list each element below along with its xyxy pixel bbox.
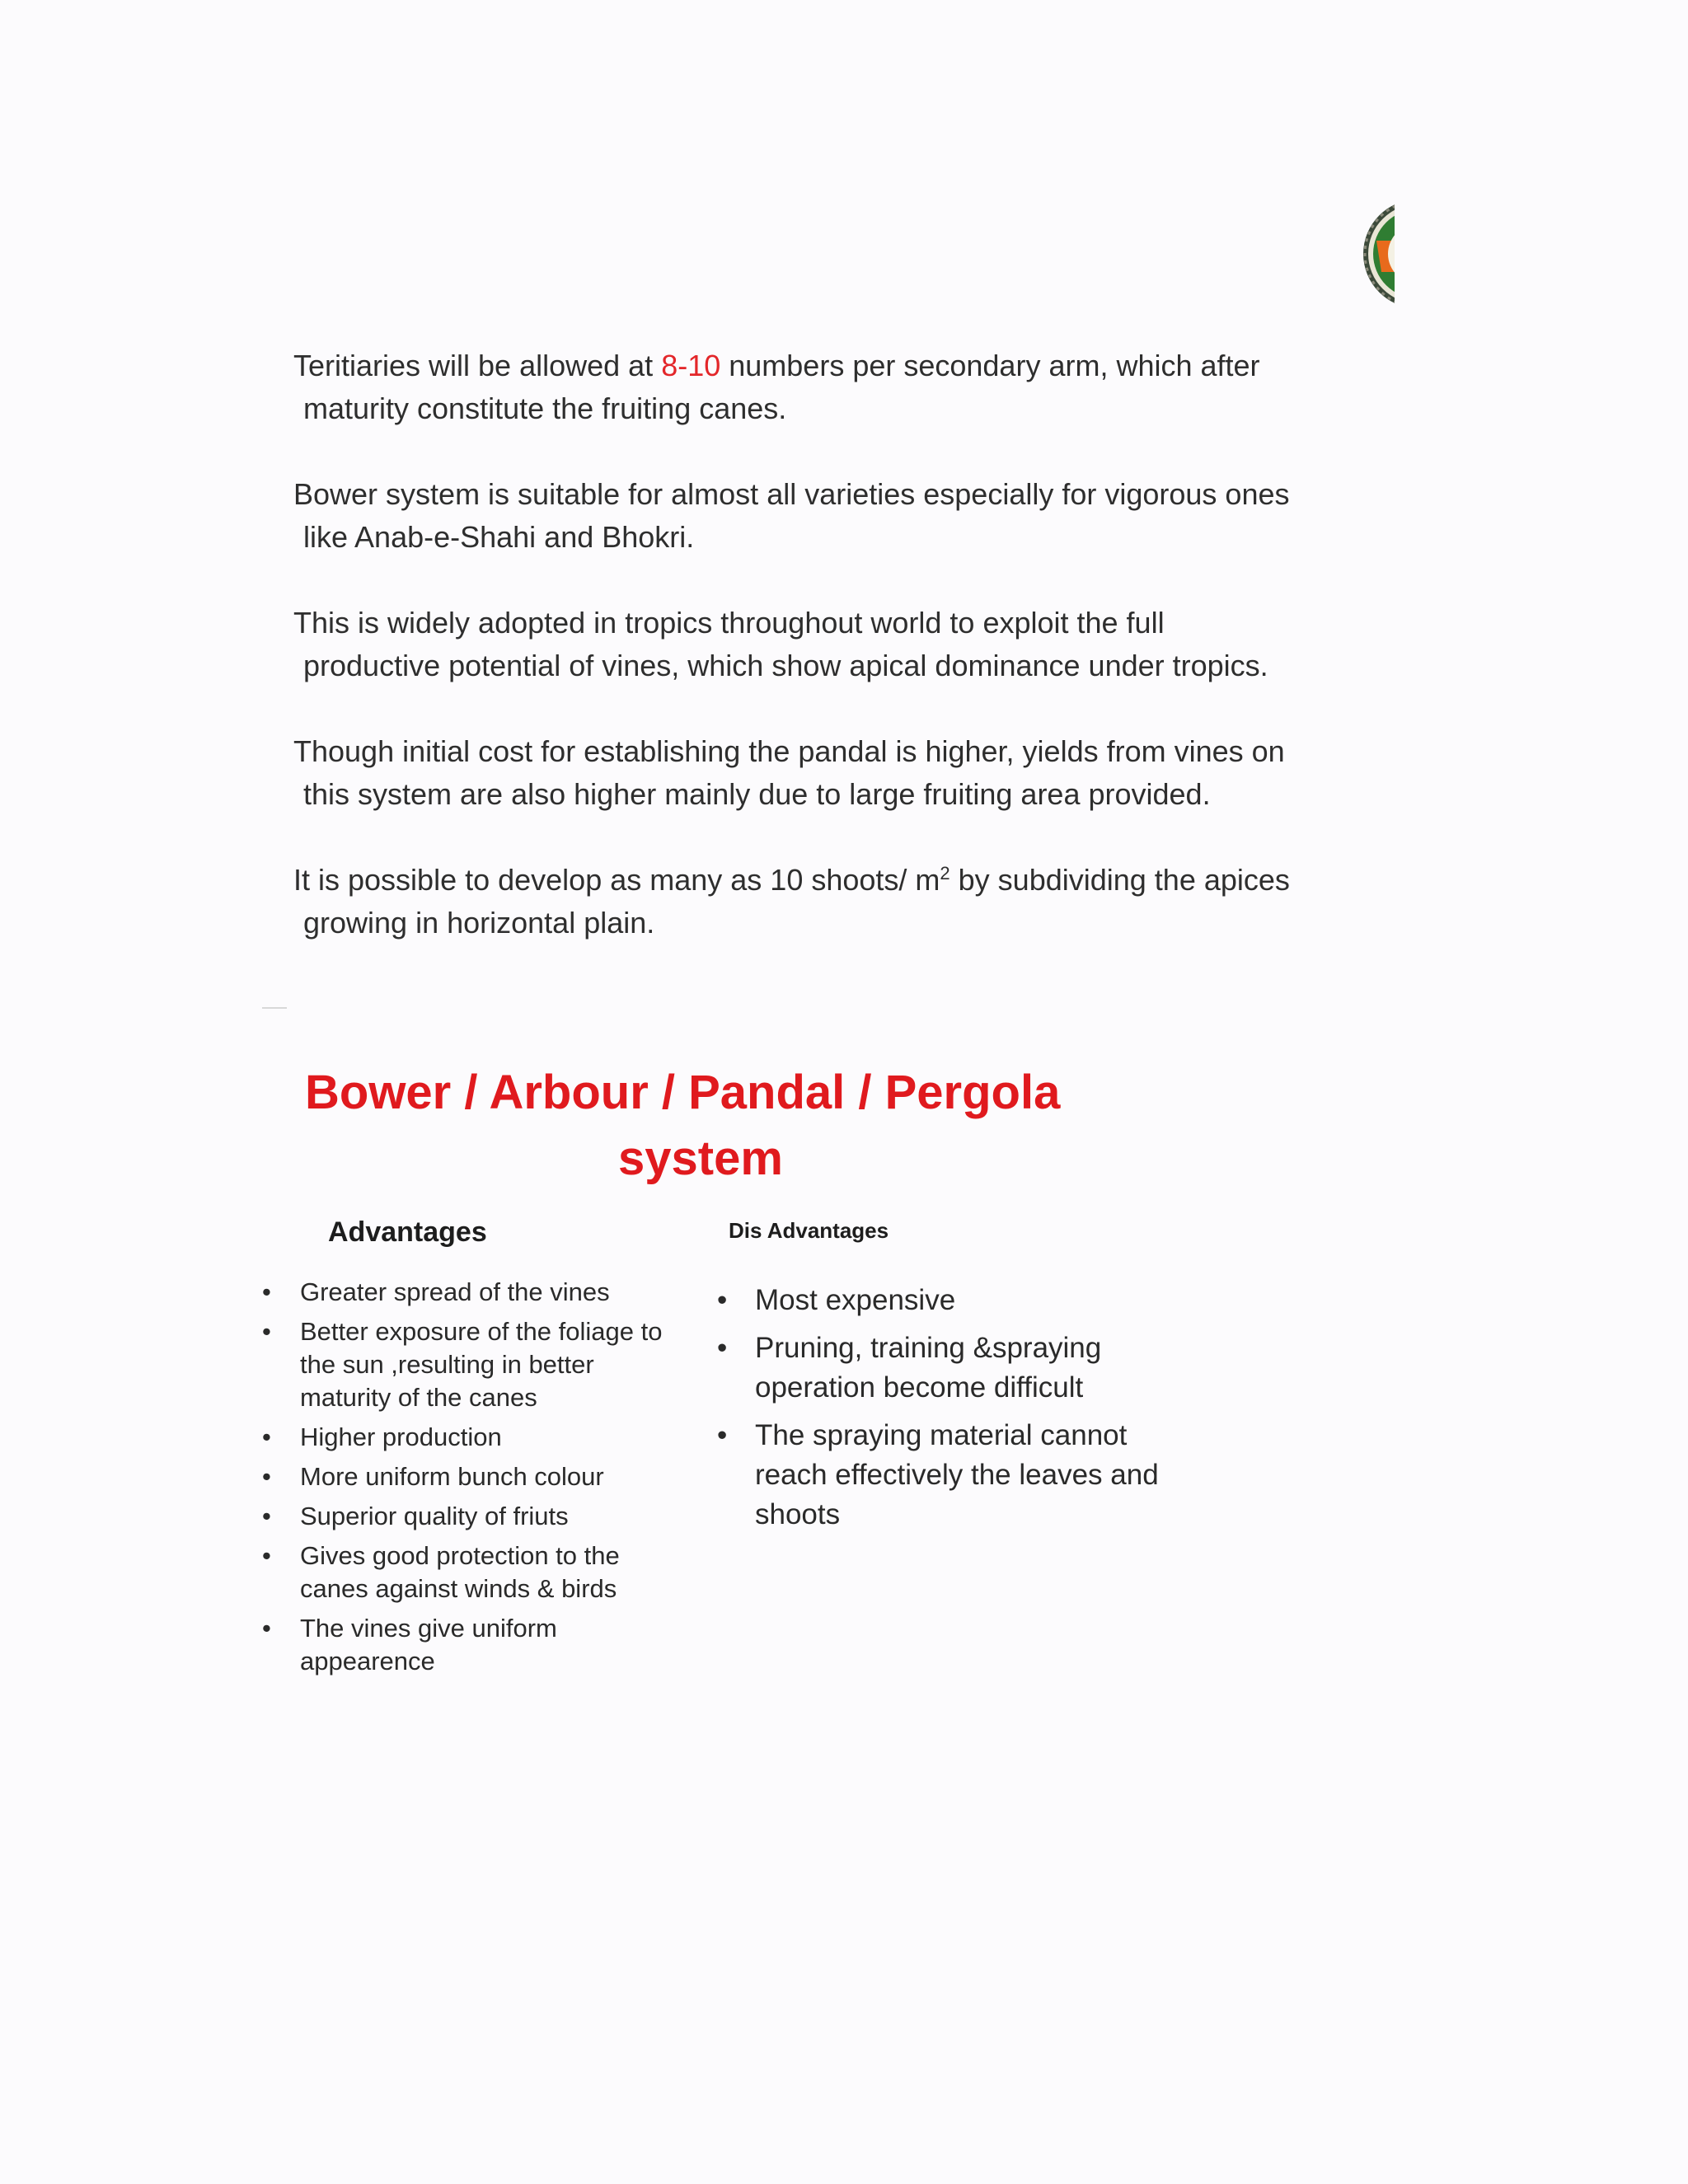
divider-mark — [262, 1007, 287, 1009]
bullet-icon: • — [262, 1462, 271, 1491]
list-item — [262, 1540, 691, 1605]
list-item-text: The spraying material cannot reach effectively the leaves and shoots — [755, 1419, 1159, 1530]
paragraph-text: Teritiaries will be allowed at — [293, 349, 662, 382]
paragraph-text: This is widely adopted in tropics throughout world to exploit the full — [293, 606, 1165, 640]
list-item — [262, 1315, 691, 1414]
bullet-icon: • — [262, 1317, 271, 1346]
paragraph-text: like Anab-e-Shahi and Bhokri. — [303, 520, 695, 554]
paragraph-bower-suitability — [293, 473, 1398, 559]
advantages-heading: Advantages — [328, 1216, 487, 1248]
paragraph-text: this system are also higher mainly due to large fruiting area provided. — [303, 777, 1211, 811]
bullet-icon: • — [717, 1419, 728, 1451]
list-item — [717, 1416, 1179, 1535]
list-item-text: The vines give uniform appearence — [300, 1614, 557, 1675]
list-item — [262, 1421, 691, 1454]
list-item-text: Superior quality of friuts — [300, 1502, 569, 1530]
list-item — [262, 1612, 691, 1678]
list-item — [717, 1329, 1179, 1408]
paragraph-text: growing in horizontal plain. — [303, 906, 655, 940]
paragraph-text: It is possible to develop as many as 10 shoots/ m — [293, 863, 940, 897]
paragraph-text: Bower system is suitable for almost all varieties especially for vigorous ones — [293, 477, 1290, 511]
bullet-icon: • — [262, 1541, 271, 1570]
disadvantages-heading: Dis Advantages — [729, 1218, 889, 1243]
list-item-text: Gives good protection to the canes against winds & birds — [300, 1541, 620, 1603]
paragraph-tropics-adoption — [293, 602, 1398, 687]
paragraph-shoots-per-m2 — [293, 859, 1398, 944]
list-item-text: Most expensive — [755, 1284, 956, 1316]
title-line: system — [618, 1132, 783, 1185]
title-line: Bower / Arbour / Pandal / Pergola — [305, 1066, 1061, 1119]
paragraph-text: productive potential of vines, which show apical dominance under tropics. — [303, 649, 1268, 682]
university-emblem-logo — [1352, 198, 1395, 310]
list-item-text: More uniform bunch colour — [300, 1462, 604, 1491]
disadvantages-list — [717, 1281, 1179, 1543]
superscript: 2 — [940, 863, 950, 883]
bullet-icon: • — [262, 1502, 271, 1530]
bullet-icon: • — [717, 1284, 728, 1316]
advantages-list — [262, 1276, 691, 1685]
paragraph-text: maturity constitute the fruiting canes. — [303, 391, 787, 425]
paragraph-cost-yield — [293, 730, 1398, 816]
section-title — [305, 1060, 1129, 1192]
list-item — [717, 1281, 1179, 1320]
list-item-text: Better exposure of the foliage to the sun ,resulting in better maturity of the canes — [300, 1317, 663, 1412]
highlight-number: 8-10 — [661, 349, 721, 382]
list-item — [262, 1276, 691, 1309]
list-item-text: Pruning, training &spraying operation become difficult — [755, 1332, 1102, 1404]
list-item — [262, 1500, 691, 1533]
bullet-icon: • — [262, 1614, 271, 1643]
list-item-text: Greater spread of the vines — [300, 1277, 610, 1306]
list-item-text: Higher production — [300, 1422, 502, 1451]
bullet-icon: • — [262, 1422, 271, 1451]
list-item — [262, 1460, 691, 1493]
paragraph-text: numbers per secondary arm, which after — [720, 349, 1260, 382]
paragraph-tertiaries — [293, 344, 1398, 430]
paragraph-text: Though initial cost for establishing the pandal is higher, yields from vines on — [293, 734, 1285, 768]
paragraph-text: by subdividing the apices — [950, 863, 1290, 897]
bullet-icon: • — [717, 1332, 728, 1364]
bullet-icon: • — [262, 1277, 271, 1306]
